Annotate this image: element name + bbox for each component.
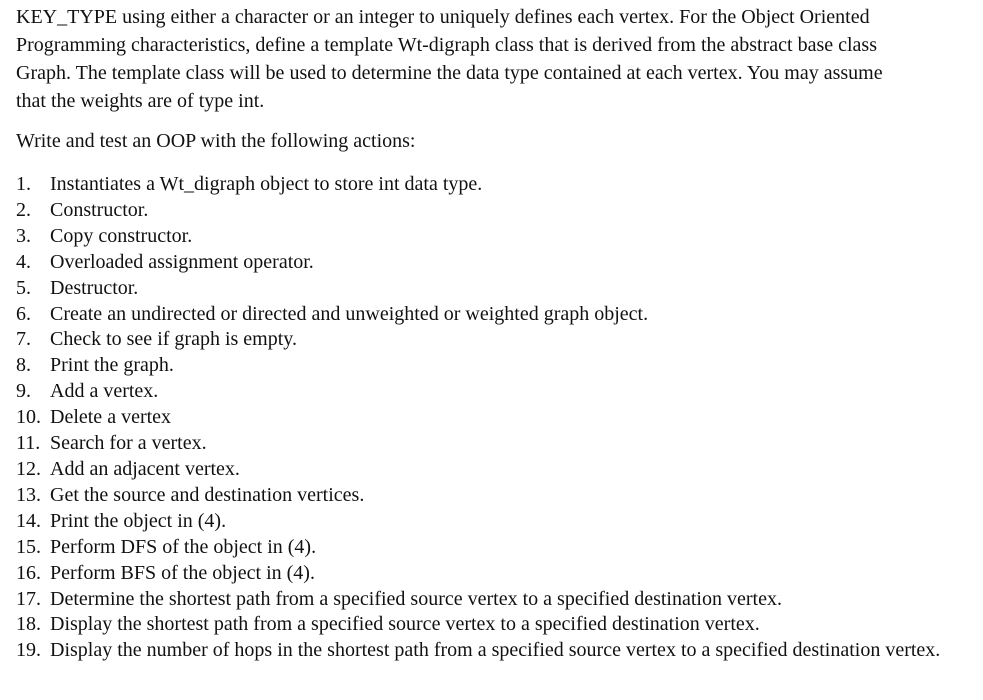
list-item <box>16 405 973 431</box>
list-item-text: Delete a vertex <box>50 406 172 429</box>
list-item <box>16 457 973 483</box>
intro-paragraph: KEY_TYPE using either a character or an integer to uniquely defines each vertex. For the Object Oriented Programming characteristics, define a template Wt-digraph class that is derived from the abstract base class Graph. The template class will be used to determine the data type contained at each vertex. You may assume that the weights are of type int. <box>16 6 883 112</box>
list-item-number: 9. <box>16 380 31 403</box>
list-item-text: Get the source and destination vertices. <box>50 483 365 506</box>
list-item <box>16 509 973 535</box>
list-item-number: 10. <box>16 406 41 429</box>
list-item-text: Print the object in (4). <box>50 509 227 532</box>
list-item-number: 5. <box>16 276 31 299</box>
list-item-text: Perform BFS of the object in (4). <box>50 561 315 584</box>
list-item <box>16 172 973 198</box>
list-item-number: 12. <box>16 457 41 480</box>
list-item-number: 13. <box>16 483 41 506</box>
list-item <box>16 587 973 613</box>
list-item-number: 17. <box>16 587 41 610</box>
list-item <box>16 327 973 353</box>
list-item <box>16 276 973 302</box>
list-item <box>16 561 973 587</box>
list-item <box>16 612 973 638</box>
list-item-text: Display the shortest path from a specified source vertex to a specified destination vertex. <box>50 613 760 636</box>
list-item <box>16 638 973 664</box>
list-item <box>16 302 973 328</box>
list-item-number: 16. <box>16 561 41 584</box>
list-item-number: 2. <box>16 198 31 221</box>
list-item-text: Destructor. <box>50 276 139 299</box>
list-item <box>16 353 973 379</box>
actions-list <box>16 172 973 664</box>
list-item <box>16 198 973 224</box>
list-item-number: 7. <box>16 328 31 351</box>
list-item <box>16 535 973 561</box>
list-item-number: 11. <box>16 432 41 455</box>
lead-paragraph: Write and test an OOP with the following actions: <box>16 130 416 152</box>
list-item-text: Add an adjacent vertex. <box>50 457 240 480</box>
list-item-number: 18. <box>16 613 41 636</box>
list-item-number: 3. <box>16 224 31 247</box>
list-item <box>16 224 973 250</box>
list-item-text: Constructor. <box>50 198 149 221</box>
list-item-text: Create an undirected or directed and unweighted or weighted graph object. <box>50 302 649 325</box>
list-item-text: Overloaded assignment operator. <box>50 250 314 273</box>
list-item <box>16 431 973 457</box>
list-item-text: Determine the shortest path from a specified source vertex to a specified destination vertex. <box>50 587 782 610</box>
list-item-text: Copy constructor. <box>50 224 193 247</box>
list-item-number: 4. <box>16 250 31 273</box>
list-item-number: 8. <box>16 354 31 377</box>
list-item-text: Search for a vertex. <box>50 432 207 455</box>
list-item-text: Perform DFS of the object in (4). <box>50 535 317 558</box>
list-item-number: 14. <box>16 509 41 532</box>
list-item-text: Instantiates a Wt_digraph object to store int data type. <box>50 173 483 195</box>
list-item-text: Display the number of hops in the shortest path from a specified source vertex to a specified destination vertex. <box>50 639 941 662</box>
list-item <box>16 250 973 276</box>
list-item-number: 1. <box>16 173 31 195</box>
list-item-text: Add a vertex. <box>50 380 159 403</box>
list-item-number: 19. <box>16 639 41 662</box>
list-item-text: Check to see if graph is empty. <box>50 328 297 351</box>
list-item-text: Print the graph. <box>50 354 174 377</box>
list-item-number: 6. <box>16 302 31 325</box>
list-item <box>16 483 973 509</box>
list-item <box>16 379 973 405</box>
list-item-number: 15. <box>16 535 41 558</box>
